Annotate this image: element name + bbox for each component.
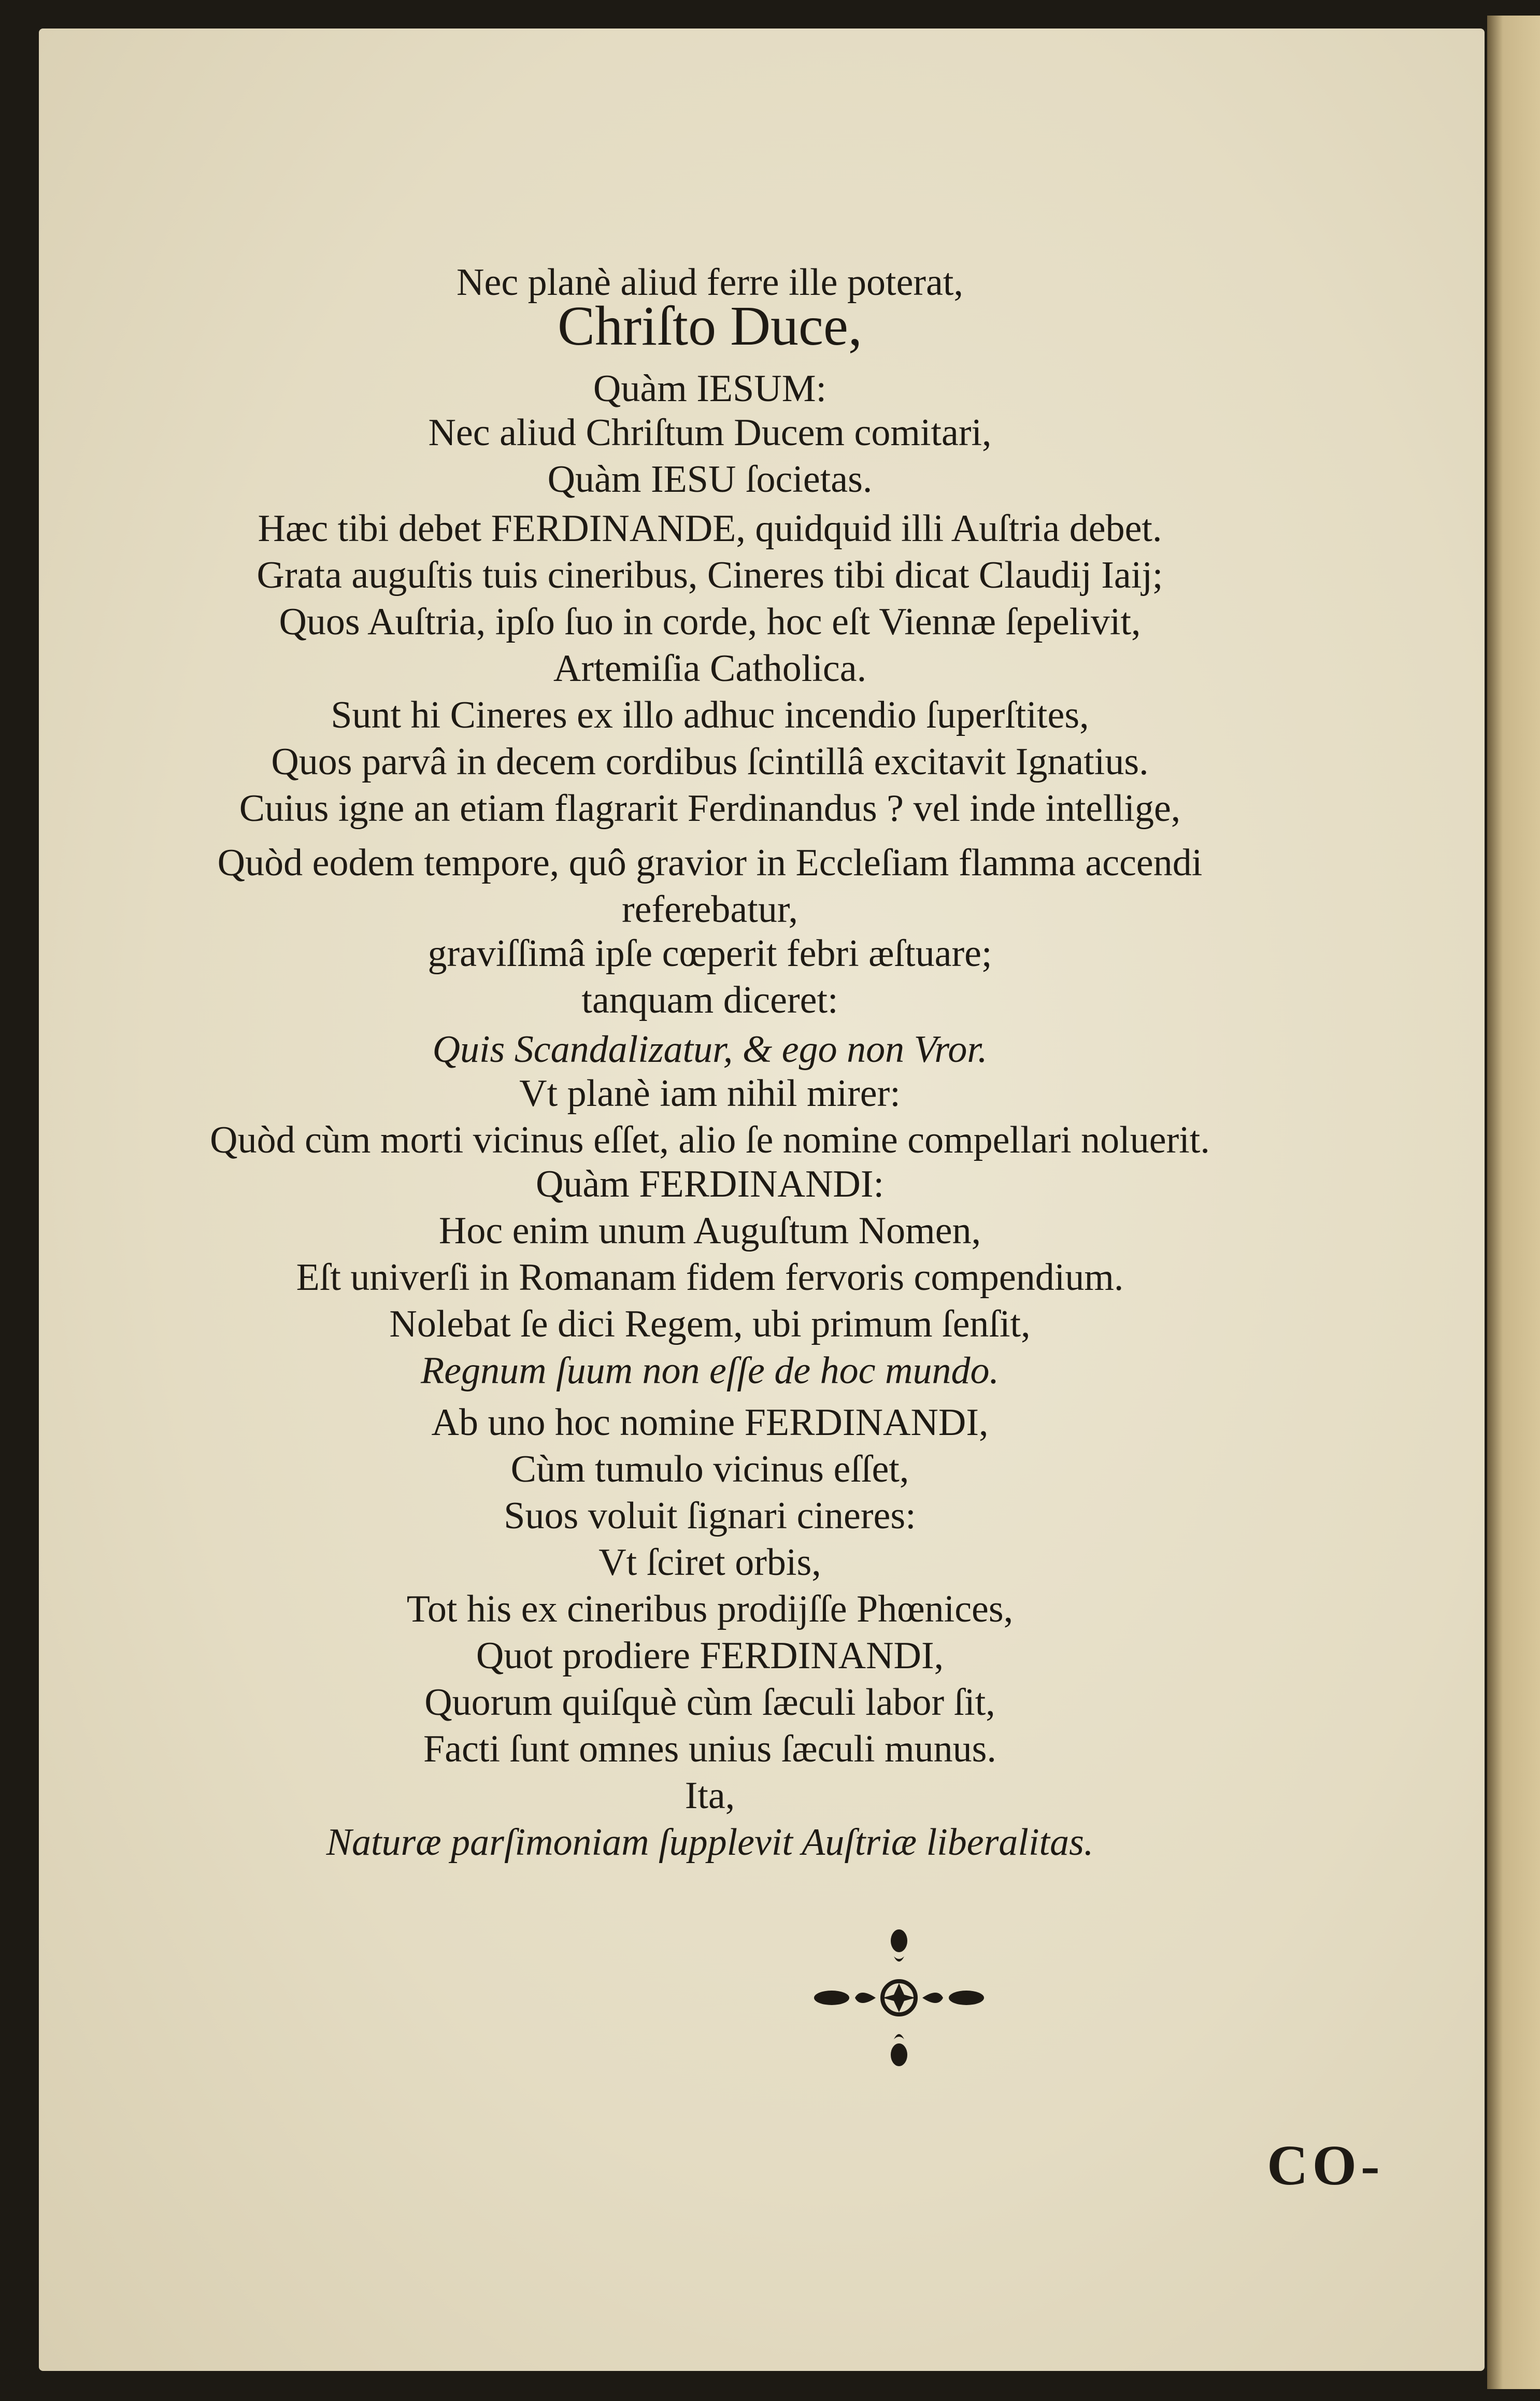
text-line: Quàm IESUM:	[593, 367, 827, 410]
text-line: Suos voluit ſignari cineres:	[504, 1495, 916, 1537]
book-page	[39, 29, 1485, 2371]
text-line: Nec aliud Chriſtum Ducem comitari,	[428, 411, 992, 454]
text-line: Quàm IESU ſocietas.	[547, 458, 873, 501]
text-line: Sunt hi Cineres ex illo adhuc incendio ſuperſtites,	[331, 694, 1089, 736]
text-line: Cuius igne an etiam flagrarit Ferdinandus ? vel inde intellige,	[239, 787, 1181, 830]
text-line: Hæc tibi debet FERDINANDE, quidquid illi Auſtria debet.	[258, 507, 1162, 550]
text-line: Cùm tumulo vicinus eſſet,	[510, 1448, 909, 1490]
text-line: Quòd cùm morti vicinus eſſet, alio ſe nomine compellari noluerit.	[210, 1119, 1210, 1161]
text-line: Quis Scandalizatur, & ego non Vror.	[432, 1028, 988, 1071]
text-line: Quot prodiere FERDINANDI,	[476, 1635, 944, 1677]
text-line: Vt planè iam nihil mirer:	[519, 1072, 901, 1115]
catchword: CO-	[1267, 2134, 1384, 2197]
text-line: Vt ſciret orbis,	[598, 1541, 821, 1584]
text-line: graviſſimâ ipſe cœperit febri æſtuare;	[427, 932, 992, 975]
text-line: Facti ſunt omnes unius ſæculi munus.	[423, 1728, 996, 1770]
text-line: tanquam diceret:	[581, 979, 838, 1021]
text-line: Quos Auſtria, ipſo ſuo in corde, hoc eſt Viennæ ſepelivit,	[279, 601, 1141, 643]
text-line: Quòd eodem tempore, quô gravior in Eccleſiam flamma accendi	[217, 842, 1203, 884]
text-line: Chriſto Duce,	[558, 295, 862, 357]
text-line: Eſt univerſi in Romanam fidem fervoris compendium.	[296, 1256, 1124, 1299]
text-line: Quos parvâ in decem cordibus ſcintillâ excitavit Ignatius.	[271, 741, 1149, 783]
text-line: Grata auguſtis tuis cineribus, Cineres tibi dicat Claudij Iaij;	[256, 554, 1163, 596]
text-line: Quàm FERDINANDI:	[535, 1163, 885, 1205]
text-line: Nolebat ſe dici Regem, ubi primum ſenſit,	[389, 1303, 1031, 1345]
cross-ornament-icon	[811, 1925, 987, 2070]
text-line: Naturæ parſimoniam ſupplevit Auſtriæ liberalitas.	[326, 1821, 1094, 1864]
text-line: Tot his ex cineribus prodijſſe Phœnices,	[406, 1588, 1014, 1630]
text-line: Quorum quiſquè cùm ſæculi labor ſit,	[424, 1681, 995, 1724]
text-line: Ita,	[685, 1774, 735, 1817]
text-line: referebatur,	[621, 888, 798, 931]
text-line: Regnum ſuum non eſſe de hoc mundo.	[421, 1349, 999, 1392]
adjacent-page-edge	[1487, 16, 1540, 2389]
text-line: Ab uno hoc nomine FERDINANDI,	[431, 1401, 989, 1444]
text-line: Nec planè aliud ferre ille poterat,	[457, 261, 963, 304]
text-line: Artemiſia Catholica.	[553, 647, 867, 690]
text-line: Hoc enim unum Auguſtum Nomen,	[438, 1210, 981, 1252]
